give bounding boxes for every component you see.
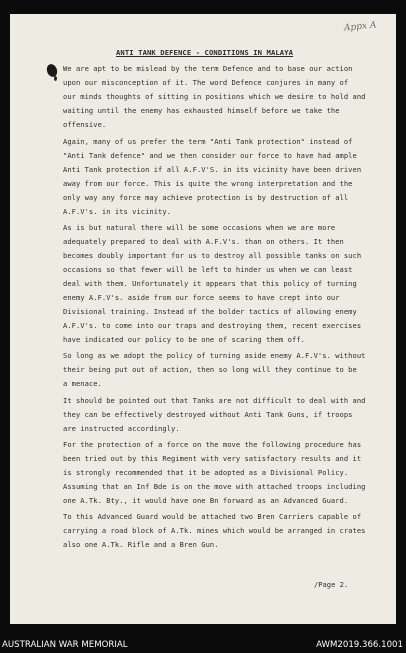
text-line: Again, many of us prefer the term "Anti Tank protection" instead of <box>63 137 353 146</box>
text-line: Assuming that an Inf Bde is on the move with attached troops including <box>63 482 366 491</box>
text-line: A.F.V's. to come into our traps and destroying them, recent exercises <box>63 321 362 330</box>
text-line: have indicated our policy to be one of scaring them off. <box>63 335 305 344</box>
text-line: a menace. <box>63 379 102 388</box>
text-line: one A.Tk. Bty., it would have one Bn forward as an Advanced Guard. <box>63 496 349 505</box>
handwritten-annotation: Appx A <box>343 20 377 34</box>
footer-accession-number: AWM2019.366.1001 <box>316 640 403 650</box>
text-line: our minds thoughts of sitting in positions which we desire to hold and <box>63 92 366 101</box>
text-line: occasions so that fewer will be left to hinder us when we can least <box>63 265 353 274</box>
text-line: Anti Tank protection if all A.F.V'S. in its vicinity have been driven <box>63 165 362 174</box>
text-line: "Anti Tank defence" and we then consider our force to have had ample <box>63 151 357 160</box>
text-line: been tried out by this Regiment with very satisfactory results and it <box>63 454 362 463</box>
text-line: only way any force may achieve protection is by destruction of all <box>63 193 349 202</box>
text-line: becomes doubly important for us to destroy all possible tanks on such <box>63 251 362 260</box>
text-line: also one A.Tk. Rifle and a Bren Gun. <box>63 540 219 549</box>
footer-bar <box>0 636 406 653</box>
text-line: As is but natural there will be some occasions when we are more <box>63 223 336 232</box>
text-line: For the protection of a force on the move the following procedure has <box>63 440 362 449</box>
page-reference: /Page 2. <box>314 580 349 589</box>
text-line: It should be pointed out that Tanks are not difficult to deal with and <box>63 396 366 405</box>
footer-source: AUSTRALIAN WAR MEMORIAL <box>2 640 128 650</box>
text-line: offensive. <box>63 120 107 129</box>
text-line: adequately prepared to deal with A.F.V's. than on others. It then <box>63 237 344 246</box>
text-line: is strongly recommended that it be adopted as a Divisional Policy. <box>63 468 349 477</box>
text-line: enemy A.F.V's. aside from our force seems to have crept into our <box>63 293 340 302</box>
text-line: Divisional training. Instead of the bolder tactics of allowing enemy <box>63 307 357 316</box>
text-line: waiting until the enemy has exhausted himself before we take the <box>63 106 340 115</box>
text-line: their being put out of action, then so long will they continue to be <box>63 365 357 374</box>
text-line: upon our misconception of it. The word Defence conjures in many of <box>63 78 349 87</box>
text-line: We are apt to be mislead by the term Defence and to base our action <box>63 64 353 73</box>
text-line: are instructed accordingly. <box>63 424 180 433</box>
text-line: So long as we adopt the policy of turning aside enemy A.F.V's. without <box>63 351 366 360</box>
document-title: ANTI TANK DEFENCE - CONDITIONS IN MALAYA <box>116 48 294 57</box>
text-line: To this Advanced Guard would be attached two Bren Carriers capable of <box>63 512 362 521</box>
text-line: they can be effectively destroyed without Anti Tank Guns, if troops <box>63 410 353 419</box>
text-line: carrying a road block of A.Tk. mines which would be arranged in crates <box>63 526 366 535</box>
text-line: deal with them. Unfortunately it appears that this policy of turning <box>63 279 357 288</box>
text-line: away from our force. This is quite the wrong interpretation and the <box>63 179 353 188</box>
text-line: A.F.V's. in its vicinity. <box>63 207 172 216</box>
